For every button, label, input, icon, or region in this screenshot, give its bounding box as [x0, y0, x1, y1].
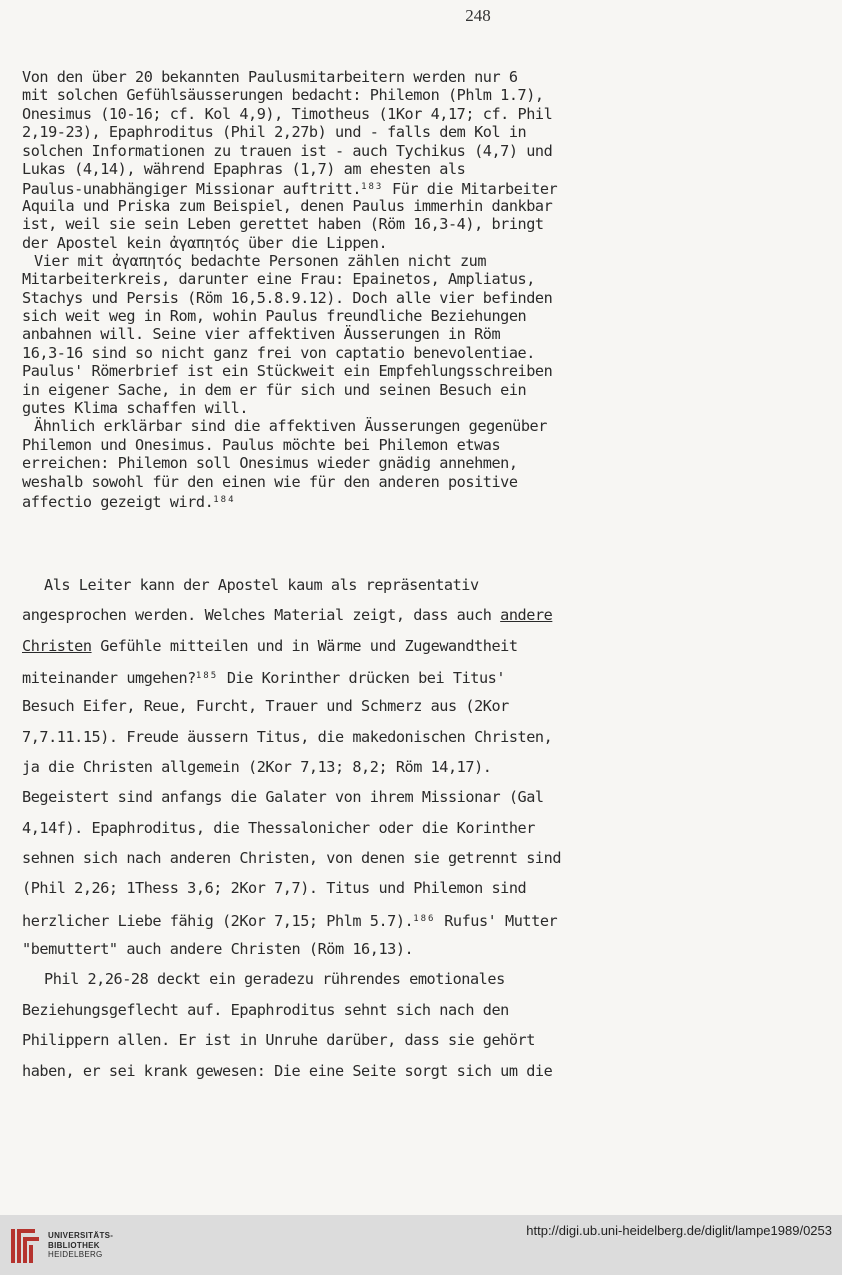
- text-line: Aquila und Priska zum Beispiel, denen Paulus immerhin dankbar: [22, 196, 553, 215]
- text-line: [22, 904, 558, 934]
- text-line: anbahnen will. Seine vier affektiven Äusserungen in Röm: [22, 325, 501, 344]
- text-line: weshalb sowohl für den einen wie für den anderen positive: [22, 472, 518, 491]
- text-segment: miteinander umgehen?: [22, 669, 196, 688]
- text-line: ist, weil sie sein Leben gerettet haben (Röm 16,3-4), bringt: [22, 215, 544, 234]
- text-segment: Gefühle mitteilen und in Wärme und Zugewandtheit: [100, 636, 518, 655]
- text-line: (Phil 2,26; 1Thess 3,6; 2Kor 7,7). Titus und Philemon sind: [22, 879, 527, 898]
- text-segment: Für die Mitarbeiter: [392, 180, 558, 199]
- text-segment: Rufus' Mutter: [444, 911, 558, 930]
- paragraph-block-2: [22, 570, 562, 1086]
- text-line: Besuch Eifer, Reue, Furcht, Trauer und Schmerz aus (2Kor: [22, 697, 509, 716]
- text-line: Als Leiter kann der Apostel kaum als repräsentativ: [44, 576, 479, 594]
- text-line: Beziehungsgeflecht auf. Epaphroditus sehnt sich nach den: [22, 1000, 509, 1019]
- text-line: [22, 661, 542, 691]
- text-line: [22, 600, 553, 630]
- text-line: sich weit weg in Rom, wohin Paulus freundliche Beziehungen: [22, 307, 527, 326]
- text-line: ja die Christen allgemein (2Kor 7,13; 8,2; Röm 14,17).: [22, 758, 492, 777]
- text-line: Vier mit ἀγαπητός bedachte Personen zählen nicht zum: [34, 251, 487, 270]
- text-line: Ähnlich erklärbar sind die affektiven Äusserungen gegenüber: [34, 417, 547, 436]
- text-segment: Die Korinther drücken bei Titus': [226, 669, 506, 688]
- text-line: in eigener Sache, in dem er für sich und seinen Besuch ein: [22, 380, 527, 399]
- text-line: Philippern allen. Er ist in Unruhe darüber, dass sie gehört: [22, 1031, 535, 1050]
- text-line: gutes Klima schaffen will.: [22, 399, 249, 418]
- text-line: Von den über 20 bekannten Paulusmitarbeitern werden nur 6: [22, 68, 518, 86]
- text-line: [22, 178, 558, 199]
- text-segment: herzlicher Liebe fähig (2Kor 7,15; Phlm 5.7).: [22, 911, 414, 930]
- text-line: 7,7.11.15). Freude äussern Titus, die makedonischen Christen,: [22, 727, 553, 746]
- text-line: Phil 2,26-28 deckt ein geradezu rührendes emotionales: [44, 970, 505, 989]
- logo-line: UNIVERSITÄTS-: [48, 1231, 114, 1240]
- text-line: solchen Informationen zu trauen ist - auch Tychikus (4,7) und: [22, 141, 553, 160]
- text-line: "bemuttert" auch andere Christen (Röm 16,13).: [22, 940, 414, 959]
- text-line: [22, 631, 542, 661]
- footnote-ref-184: 184: [213, 494, 236, 505]
- source-url-link[interactable]: http://digi.ub.uni-heidelberg.de/diglit/lampe1989/0253: [526, 1223, 832, 1238]
- text-line: Paulus' Römerbrief ist ein Stückweit ein Empfehlungsschreiben: [22, 362, 553, 381]
- text-line: haben, er sei krank gewesen: Die eine Seite sorgt sich um die: [22, 1061, 553, 1080]
- page-number: 248: [465, 6, 491, 25]
- text-line: Lukas (4,14), während Epaphras (1,7) am ehesten als: [22, 159, 466, 178]
- text-line: erreichen: Philemon soll Onesimus wieder gnädig annehmen,: [22, 454, 518, 473]
- text-line: mit solchen Gefühlsäusserungen bedacht: Philemon (Phlm 1.7),: [22, 86, 544, 105]
- text-line: 16,3-16 sind so nicht ganz frei von captatio benevolentiae.: [22, 343, 535, 362]
- library-logo-icon: [9, 1225, 41, 1267]
- text-line: 4,14f). Epaphroditus, die Thessalonicher oder die Korinther: [22, 818, 535, 837]
- text-line: [22, 491, 542, 509]
- paragraph-block-1: [22, 68, 558, 511]
- text-segment: angesprochen werden. Welches Material zeigt, dass auch: [22, 606, 492, 625]
- footer-bar: [0, 1215, 842, 1275]
- footnote-ref-186: 186: [413, 913, 436, 924]
- text-segment: Paulus-unabhängiger Missionar auftritt.: [22, 180, 362, 199]
- text-line: Onesimus (10-16; cf. Kol 4,9), Timotheus (1Kor 4,17; cf. Phil: [22, 104, 553, 123]
- text-line: Stachys und Persis (Röm 16,5.8.9.12). Doch alle vier befinden: [22, 288, 553, 307]
- text-line: der Apostel kein ἀγαπητός über die Lippen.: [22, 233, 388, 252]
- underlined-text: Christen: [22, 636, 92, 655]
- text-line: Begeistert sind anfangs die Galater von ihrem Missionar (Gal: [22, 788, 544, 807]
- text-line: Mitarbeiterkreis, darunter eine Frau: Epainetos, Ampliatus,: [22, 270, 535, 289]
- logo-line: BIBLIOTHEK: [48, 1240, 100, 1250]
- text-line: sehnen sich nach anderen Christen, von denen sie getrennt sind: [22, 849, 562, 868]
- library-logo-text: [48, 1231, 113, 1260]
- footnote-ref-183: 183: [361, 182, 384, 193]
- footnote-ref-185: 185: [195, 671, 219, 682]
- text-segment: affectio gezeigt wird.: [22, 492, 214, 511]
- text-line: Philemon und Onesimus. Paulus möchte bei Philemon etwas: [22, 435, 501, 454]
- logo-line: HEIDELBERG: [48, 1250, 103, 1259]
- underlined-text: andere: [500, 606, 553, 625]
- text-line: 2,19-23), Epaphroditus (Phil 2,27b) und - falls dem Kol in: [22, 123, 527, 142]
